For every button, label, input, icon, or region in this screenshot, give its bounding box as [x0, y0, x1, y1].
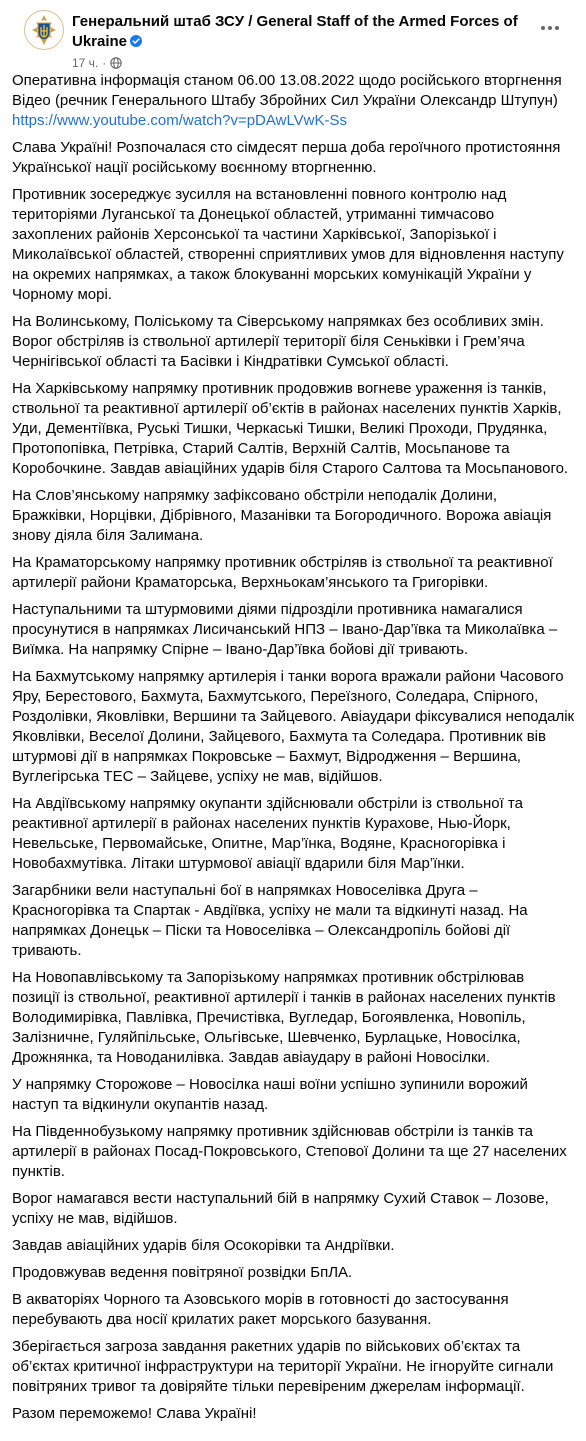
- paragraph-line: На Новопавлівському та Запорізькому напрямках противник обстрілював: [12, 969, 525, 986]
- paragraph-line: Протопопівка, Петрівка, Старий Салтів, Верхній Салтів, Мосьпанове та: [12, 440, 510, 457]
- paragraph-line: Яру, Берестового, Бахмута, Бахмутського, Переїзного, Соледара, Спірного,: [12, 688, 539, 705]
- paragraph-line: Противник зосереджує зусилля на встановленні повного контролю над: [12, 186, 507, 203]
- paragraph-line: Уди, Дементіївка, Руські Тишки, Черкаські Тишки, Великі Проходи, Прудянка,: [12, 420, 548, 437]
- paragraph-line: напрямках Донецьк – Піски та Новоселівка – Олександропіль бойові дії: [12, 922, 511, 939]
- page-name-line1[interactable]: Генеральний штаб ЗСУ / General Staff of the Armed Forces of: [72, 13, 518, 30]
- body-paragraph: [12, 968, 574, 1068]
- paragraph-line: На Бахмутському напрямку артилерія і танки ворога вражали райони Часового: [12, 668, 564, 685]
- body-paragraph: [12, 1189, 574, 1229]
- paragraph-line: позиції із ствольної, реактивної артилерії і танків в районах населених пунктів: [12, 989, 556, 1006]
- body-paragraph: [12, 379, 574, 479]
- paragraph-line: Української нації російському воєнному вторгненню.: [12, 159, 377, 176]
- paragraph-line: захоплених районів Херсонської та частини Харківської, Запорізької і: [12, 226, 497, 243]
- paragraph-line: На Слов’янському напрямку зафіксовано обстріли неподалік Долини,: [12, 487, 498, 504]
- body-paragraph: [12, 794, 574, 874]
- paragraph-line: перебувають два носії крилатих ракет морського базування.: [12, 1311, 432, 1328]
- paragraph-line: В акваторіях Чорного та Азовського морів в готовності до застосування: [12, 1291, 509, 1308]
- body-paragraph: [12, 1404, 574, 1424]
- post-meta: [72, 55, 532, 71]
- paragraph-line: на окремих напрямках, а також блокуванні морських комунікацій України у: [12, 266, 532, 283]
- body-paragraph: [12, 138, 574, 178]
- body-paragraph: [12, 1075, 574, 1115]
- paragraph-line: пунктів.: [12, 1163, 65, 1180]
- page-name-line2[interactable]: Ukraine: [72, 33, 128, 50]
- body-paragraph: [12, 312, 574, 372]
- page-avatar[interactable]: [24, 10, 64, 50]
- paragraph-line: На Харківському напрямку противник продовжив вогневе ураження із танків,: [12, 380, 547, 397]
- body-paragraph: [12, 185, 574, 305]
- paragraph-line: Роздолівки, Яковлівки, Вершини та Зайцевого. Авіаудари фіксувалися неподалік: [12, 708, 575, 725]
- paragraph-line: територіями Луганської та Донецької областей, утриманні тимчасово: [12, 206, 495, 223]
- paragraph-line: Наступальними та штурмовими діями підрозділи противника намагалися: [12, 601, 523, 618]
- paragraph-line: ствольної та реактивної артилерії об’єктів в районах населених пунктів Харків,: [12, 400, 562, 417]
- intro-paragraph: [12, 71, 574, 131]
- paragraph-line: об’єктах критичної інфраструктури на території України. Не ігноруйте сигнали: [12, 1358, 554, 1375]
- body-paragraph: [12, 881, 574, 961]
- paragraph-line: наступ та відкинули окупантів назад.: [12, 1096, 269, 1113]
- post-header: [12, 0, 574, 70]
- paragraph-line: Новобахмутівка. Літаки штурмової авіації вдарили біля Мар’їнки.: [12, 855, 465, 872]
- paragraph-line: На Волинському, Поліському та Сіверському напрямках без особливих змін.: [12, 313, 544, 330]
- paragraph-line: успіху не мав, відійшов.: [12, 1210, 178, 1227]
- intro-line: Відео (речник Генерального Штабу Збройних Сил України Олександр Штупун): [12, 92, 558, 109]
- paragraph-line: Миколаївської областей, створенні сприятливих умов для відновлення наступу: [12, 246, 564, 263]
- body-paragraph: [12, 1337, 574, 1397]
- post-body: [12, 71, 574, 1431]
- paragraph-line: штурмові дії в напрямках Покровське – Бахмут, Відродження – Вершина,: [12, 748, 521, 765]
- paragraph-line: Чернігівської області та Басівки і Кіндратівки Сумської області.: [12, 353, 449, 370]
- paragraph-line: Слава Україні! Розпочалася сто сімдесят перша доба героїчного протистояння: [12, 139, 561, 156]
- verified-badge-icon: [130, 35, 142, 47]
- paragraph-line: просунутися в напрямках Лисичанський НПЗ – Івано-Дар’ївка та Миколаївка –: [12, 621, 558, 638]
- paragraph-line: Продовжував ведення повітряної розвідки БпЛА.: [12, 1264, 353, 1281]
- armed-forces-emblem-icon: [25, 11, 63, 49]
- paragraph-line: Коробочкине. Завдав авіаційних ударів біля Старого Салтова та Мосьпанового.: [12, 460, 569, 477]
- page-name-link[interactable]: [72, 12, 532, 52]
- paragraph-line: Красногорівка та Спартак - Авдіївка, успіху не мали та відкинуті назад. На: [12, 902, 528, 919]
- body-paragraph: [12, 1263, 574, 1283]
- body-paragraph: [12, 1290, 574, 1330]
- paragraph-line: На Авдіївському напрямку окупанти здійснювали обстріли із ствольної та: [12, 795, 523, 812]
- paragraph-line: Залізничне, Гуляйпільське, Ольгівське, Шевченко, Бурлацьке, Новосілка,: [12, 1029, 521, 1046]
- paragraph-line: артилерії райони Краматорська, Верхньокам’янського та Григорівки.: [12, 574, 489, 591]
- meta-separator: ·: [102, 56, 107, 70]
- paragraph-line: Бражківки, Норцівки, Дібрівного, Мазанівки та Богородичного. Ворожа авіація: [12, 507, 552, 524]
- paragraph-line: Яковлівки, Веселої Долини, Зайцевого, Бахмута та Соледара. Противник вів: [12, 728, 546, 745]
- post-timestamp[interactable]: 17 ч.: [72, 56, 99, 70]
- paragraph-line: Зберігається загроза завдання ракетних ударів по військових об’єктах та: [12, 1338, 521, 1355]
- paragraph-line: артилерії в районах Посад-Покровського, Степової Долини та ще 27 населених: [12, 1143, 567, 1160]
- more-horizontal-icon: [540, 25, 560, 31]
- body-paragraph: [12, 1122, 574, 1182]
- paragraph-line: реактивної артилерії в районах населених пунктів Курахове, Нью-Йорк,: [12, 815, 511, 832]
- paragraph-line: У напрямку Сторожове – Новосілка наші воїни успішно зупинили ворожий: [12, 1076, 528, 1093]
- paragraph-line: Чорному морі.: [12, 286, 112, 303]
- paragraph-line: Завдав авіаційних ударів біля Осокорівки та Андріївки.: [12, 1237, 395, 1254]
- body-paragraph: [12, 486, 574, 546]
- paragraph-line: Володимирівка, Павлівка, Пречистівка, Вугледар, Богоявленка, Новопіль,: [12, 1009, 526, 1026]
- paragraph-line: Виїмка. На напрямку Спірне – Івано-Дар’ївка бойові дії тривають.: [12, 641, 469, 658]
- body-paragraph: [12, 600, 574, 660]
- body-paragraph: [12, 1236, 574, 1256]
- paragraph-line: Ворог обстріляв із ствольної артилерії території біля Сеньківки і Грем’яча: [12, 333, 525, 350]
- paragraph-line: Дрожнянка, та Новоданилівка. Завдав авіаудару в районі Новосілки.: [12, 1049, 491, 1066]
- body-paragraph: [12, 667, 574, 787]
- author-block: [72, 12, 532, 71]
- body-paragraph: [12, 553, 574, 593]
- paragraph-line: Разом переможемо! Слава Україні!: [12, 1405, 257, 1422]
- intro-line: Оперативна інформація станом 06.00 13.08.2022 щодо російського вторгнення: [12, 72, 562, 89]
- paragraph-line: На Південнобузькому напрямку противник здійснював обстріли із танків та: [12, 1123, 533, 1140]
- paragraph-line: Ворог намагався вести наступальний бій в напрямку Сухий Ставок – Лозове,: [12, 1190, 549, 1207]
- paragraph-line: На Краматорському напрямку противник обстріляв із ствольної та реактивної: [12, 554, 553, 571]
- paragraph-line: Вуглегірська ТЕС – Зайцеве, успіху не мав, відійшов.: [12, 768, 383, 785]
- paragraph-line: повітряних тривог та довіряйте тільки перевіреним джерелам інформації.: [12, 1378, 525, 1395]
- video-link[interactable]: https://www.youtube.com/watch?v=pDAwLVwK-Ss: [12, 112, 348, 129]
- paragraph-line: Загарбники вели наступальні бої в напрямках Новоселівка Друга –: [12, 882, 478, 899]
- paragraph-line: тривають.: [12, 942, 82, 959]
- paragraph-line: Невельське, Первомайське, Опитне, Мар’їнка, Водяне, Красногорівка і: [12, 835, 506, 852]
- more-options-button[interactable]: [538, 16, 562, 40]
- paragraph-line: знову діяла біля Залимана.: [12, 527, 204, 544]
- globe-icon[interactable]: [110, 57, 122, 69]
